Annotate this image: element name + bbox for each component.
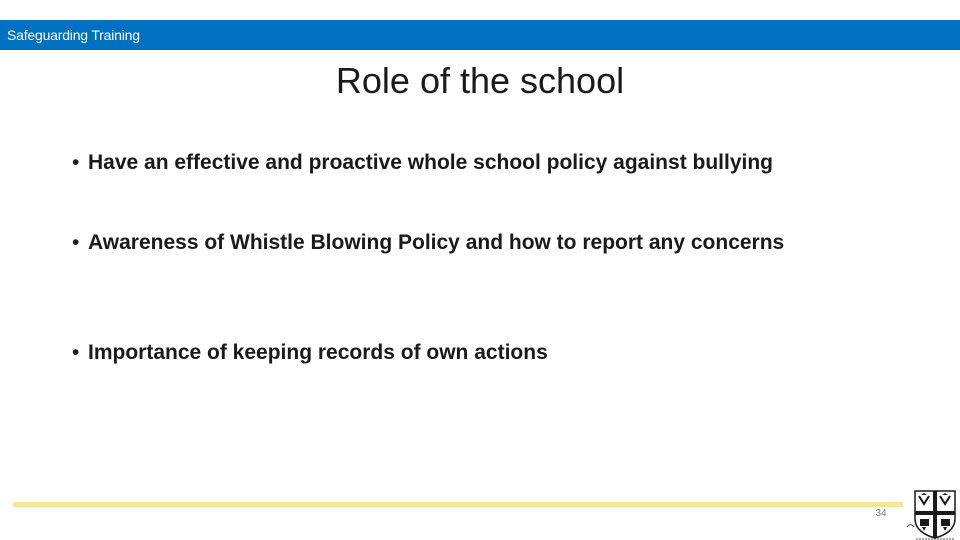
bullet-item [72, 228, 832, 258]
bullet-icon: • [72, 231, 80, 254]
slide-title: Role of the school [335, 60, 625, 101]
page-number: 34 [875, 508, 887, 519]
school-crest-icon [906, 489, 960, 540]
header-bar [0, 20, 960, 50]
bullet-item [72, 338, 892, 368]
bullet-icon: • [72, 151, 80, 174]
bullet-text: Have an effective and proactive whole school policy against bullying [88, 151, 774, 174]
footer-divider [13, 502, 903, 507]
header-label: Safeguarding Training [7, 27, 140, 43]
bullet-item [72, 148, 892, 178]
bullet-text: Awareness of Whistle Blowing Policy and how to report any concerns [88, 231, 785, 254]
bullet-icon: • [72, 341, 80, 364]
bullet-text: Importance of keeping records of own actions [88, 341, 548, 364]
